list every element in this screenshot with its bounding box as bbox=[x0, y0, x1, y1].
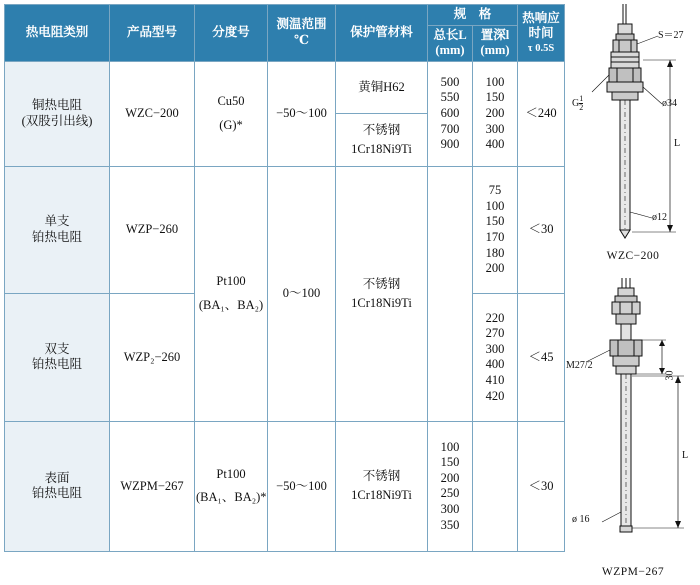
label-thread-g: G $\frac{1}{2}$ bbox=[572, 94, 584, 112]
category-line2: 铂热电阻 bbox=[31, 486, 82, 501]
label-thread-s27: S＝27 bbox=[658, 30, 684, 41]
insert-depth-value: 220 bbox=[485, 310, 505, 325]
insert-depth-value: 410 bbox=[485, 373, 505, 387]
row-insert-depth bbox=[473, 421, 518, 551]
grade-line1: Pt100 bbox=[216, 466, 246, 481]
material-stainless bbox=[337, 467, 426, 506]
row-grade bbox=[195, 61, 268, 166]
header-insert-depth-unit: (mm) bbox=[480, 43, 510, 58]
material-stainless-line1: 不锈钢 bbox=[362, 469, 401, 483]
total-length-value: 300 bbox=[440, 502, 460, 516]
row-range: −50～100 bbox=[268, 421, 336, 551]
row-insert-depth bbox=[473, 166, 518, 293]
header-total-length bbox=[428, 25, 473, 61]
category-line1: 双支 bbox=[44, 341, 70, 356]
caption-wzc-200: WZC−200 bbox=[606, 250, 660, 262]
total-length-value: 900 bbox=[440, 137, 460, 152]
material-stainless bbox=[336, 114, 427, 166]
insert-depth-value: 300 bbox=[485, 121, 505, 136]
total-length-value: 550 bbox=[440, 90, 460, 105]
header-response bbox=[518, 5, 565, 62]
insert-depth-value: 75 bbox=[488, 183, 502, 197]
total-length-value: 200 bbox=[440, 470, 460, 485]
header-range-unit: ℃ bbox=[294, 32, 309, 47]
header-category: 热电阻类别 bbox=[5, 5, 110, 62]
label-diameter-16: ø 16 bbox=[572, 514, 590, 525]
label-length-L-bottom: L bbox=[682, 450, 689, 461]
insert-depth-value: 270 bbox=[485, 326, 505, 341]
grade-line1: Cu50 bbox=[217, 94, 245, 109]
row-model: WZP−260 bbox=[110, 166, 195, 293]
row-model: WZP₂−260 bbox=[110, 293, 195, 421]
material-stainless bbox=[337, 275, 426, 314]
label-thread-m27: M27/2 bbox=[566, 360, 593, 371]
total-length-value: 700 bbox=[440, 121, 460, 136]
row-material-group bbox=[336, 61, 428, 166]
row-insert-depth bbox=[473, 61, 518, 166]
header-response-label: 热响应时间 bbox=[522, 10, 560, 41]
total-length-value: 600 bbox=[440, 106, 460, 121]
product-drawings bbox=[566, 0, 700, 585]
insert-depth-value: 400 bbox=[485, 357, 505, 372]
row-category bbox=[5, 421, 110, 551]
label-length-L: L bbox=[674, 138, 681, 149]
row-material-group bbox=[336, 421, 428, 551]
grade-line1: Pt100 bbox=[216, 274, 246, 289]
total-length-value: 100 bbox=[440, 439, 460, 454]
insert-depth-value: 200 bbox=[485, 106, 505, 121]
grade-line2: (G)* bbox=[219, 117, 243, 132]
header-response-unit: τ 0.5S bbox=[527, 43, 555, 54]
header-grade: 分度号 bbox=[195, 5, 268, 62]
header-total-length-unit: (mm) bbox=[435, 43, 465, 58]
header-model: 产品型号 bbox=[110, 5, 195, 62]
table-header-row-1 bbox=[5, 5, 565, 26]
material-stainless-line2: 1Cr18Ni9Ti bbox=[351, 295, 412, 310]
header-insert-depth-label: 置深l bbox=[480, 27, 510, 42]
header-spec-group: 规 格 bbox=[428, 5, 518, 26]
table-row bbox=[5, 421, 565, 551]
insert-depth-value: 300 bbox=[485, 341, 505, 356]
category-line2: 铂热电阻 bbox=[31, 229, 82, 244]
label-dimension-30: 30 bbox=[664, 370, 676, 381]
row-model: WZC−200 bbox=[110, 61, 195, 166]
table-row bbox=[5, 166, 565, 293]
total-length-value: 250 bbox=[440, 486, 460, 501]
header-total-length-label: 总长L bbox=[433, 27, 467, 42]
material-stainless-line2: 1Cr18Ni9Ti bbox=[351, 488, 412, 503]
header-material: 保护管材料 bbox=[336, 5, 428, 62]
row-category bbox=[5, 293, 110, 421]
insert-depth-value: 100 bbox=[485, 198, 505, 213]
label-diameter-34: ø34 bbox=[662, 98, 677, 109]
insert-depth-value: 180 bbox=[485, 245, 505, 260]
material-brass: 黄铜H62 bbox=[336, 62, 427, 114]
table-row bbox=[5, 61, 565, 166]
category-line2: 铂热电阻 bbox=[31, 357, 82, 372]
grade-line2: (BA₁、BA₂)* bbox=[196, 490, 267, 505]
row-grade bbox=[195, 166, 268, 421]
row-category bbox=[5, 166, 110, 293]
insert-depth-value: 420 bbox=[485, 388, 505, 403]
insert-depth-value: 150 bbox=[485, 214, 505, 229]
row-response: ＜30 bbox=[518, 421, 565, 551]
category-line1: 表面 bbox=[44, 470, 70, 485]
insert-depth-value: 170 bbox=[485, 229, 505, 244]
header-insert-depth bbox=[473, 25, 518, 61]
material-stainless-line1: 不锈钢 bbox=[362, 123, 401, 138]
category-line2: (双股引出线) bbox=[21, 113, 93, 128]
material-stainless-line2: 1Cr18Ni9Ti bbox=[351, 141, 412, 156]
row-material-group bbox=[336, 166, 428, 421]
row-total-length bbox=[428, 166, 473, 421]
specification-table bbox=[4, 4, 565, 552]
header-range-label: 测温范围 bbox=[276, 17, 327, 32]
row-response: ＜45 bbox=[518, 293, 565, 421]
row-response: ＜240 bbox=[518, 61, 565, 166]
row-total-length bbox=[428, 61, 473, 166]
total-length-value: 350 bbox=[440, 517, 460, 532]
row-category bbox=[5, 61, 110, 166]
total-length-value: 500 bbox=[440, 74, 460, 89]
row-total-length bbox=[428, 421, 473, 551]
category-line1: 铜热电阻 bbox=[31, 98, 82, 113]
grade-line2: (BA₁、BA₂) bbox=[198, 297, 264, 312]
insert-depth-value: 400 bbox=[485, 137, 505, 152]
insert-depth-value: 100 bbox=[485, 74, 505, 89]
row-insert-depth bbox=[473, 293, 518, 421]
row-range: 0～100 bbox=[268, 166, 336, 421]
row-response: ＜30 bbox=[518, 166, 565, 293]
row-grade bbox=[195, 421, 268, 551]
insert-depth-value: 150 bbox=[485, 90, 505, 105]
row-range: −50～100 bbox=[268, 61, 336, 166]
label-diameter-12: ø12 bbox=[652, 212, 667, 223]
insert-depth-value: 200 bbox=[485, 261, 505, 276]
total-length-value: 150 bbox=[440, 455, 460, 470]
caption-wzpm-267: WZPM−267 bbox=[601, 566, 665, 578]
header-range bbox=[268, 5, 336, 62]
category-line1: 单支 bbox=[44, 214, 70, 229]
material-stainless-line1: 不锈钢 bbox=[362, 276, 401, 291]
row-model: WZPM−267 bbox=[110, 421, 195, 551]
